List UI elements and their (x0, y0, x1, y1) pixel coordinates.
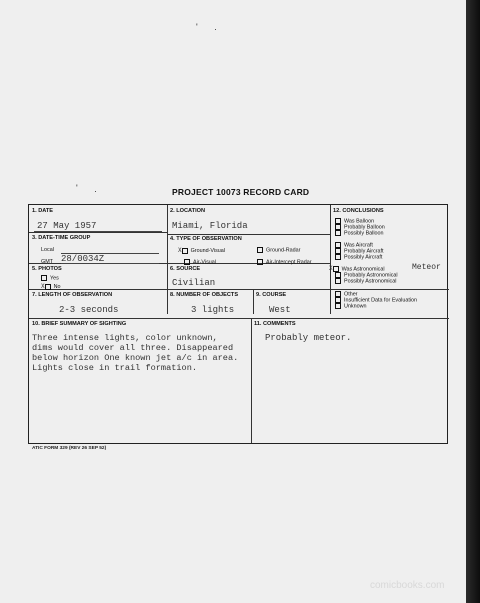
divider (29, 318, 449, 319)
num-objects-value: 3 lights (191, 305, 235, 315)
course-label: 9. COURSE (256, 292, 287, 298)
option-label: Unknown (344, 303, 367, 310)
checkbox-icon (335, 303, 341, 309)
photos-yes (41, 275, 59, 281)
local-label: Local (41, 247, 54, 253)
date-value: 27 May 1957 (37, 221, 97, 231)
conclusion-possibly-balloon (335, 230, 384, 236)
conclusion-unknown (335, 303, 366, 309)
checkbox-icon (257, 247, 263, 253)
option-label: Was Aircraft (344, 242, 373, 249)
gmt-label: GMT (41, 259, 53, 265)
checkbox-icon (257, 259, 263, 265)
option-label: Other (344, 291, 358, 298)
scan-speck: · (214, 24, 217, 34)
location-value: Miami, Florida (172, 221, 248, 231)
option-label: Was Balloon (344, 218, 375, 225)
obs-ground-radar (257, 247, 300, 253)
option-label: Probably Balloon (344, 224, 385, 231)
option-label: Possibly Balloon (344, 230, 384, 237)
source-label: 6. SOURCE (170, 266, 201, 272)
check-mark: X (329, 265, 333, 273)
summary-line-4: Lights close in trail formation. (32, 363, 198, 373)
option-label: Yes (50, 275, 59, 282)
num-objects-label: 8. NUMBER OF OBJECTS (170, 292, 239, 298)
obs-ground-visual (178, 247, 225, 254)
option-label: Ground-Radar (266, 247, 301, 254)
length-label: 7. LENGTH OF OBSERVATION (32, 292, 113, 298)
checkbox-icon (45, 284, 51, 290)
conclusion-possibly-aircraft (335, 254, 382, 260)
record-card (28, 204, 448, 444)
scan-speck: · (94, 186, 97, 196)
checkbox-icon (41, 275, 47, 281)
gmt-line (61, 263, 159, 264)
location-label: 2. LOCATION (170, 208, 206, 214)
divider (167, 205, 168, 314)
option-label: Air-Intercept Radar (266, 259, 312, 266)
summary-line-2: dims would cover all three. Disappeared (32, 343, 234, 353)
option-label: Air-Visual (193, 259, 216, 266)
option-label: Probably Aircraft (344, 248, 384, 255)
gmt-value: 28/0034Z (61, 254, 105, 264)
card-title: PROJECT 10073 RECORD CARD (172, 187, 310, 197)
watermark: comicbooks.com (370, 580, 445, 591)
checkbox-icon (182, 248, 188, 254)
handwritten-meteor: Meteor (412, 263, 441, 272)
option-label: Probably Astronomical (344, 272, 398, 279)
summary-line-3: below horizon One known jet a/c in area. (32, 353, 239, 363)
checkbox-icon (335, 254, 341, 260)
check-mark: X (41, 283, 45, 290)
summary-label: 10. BRIEF SUMMARY OF SIGHTING (32, 321, 127, 327)
check-mark: X (178, 247, 182, 254)
option-label: No (53, 284, 61, 290)
source-value: Civilian (172, 278, 216, 288)
checkbox-icon (184, 259, 190, 265)
summary-line-1: Three intense lights, color unknown, (32, 333, 218, 343)
course-value: West (269, 305, 291, 315)
option-label: Ground-Visual (190, 248, 225, 254)
underline (34, 231, 162, 232)
comments-label: 11. COMMENTS (254, 321, 296, 327)
conclusions-label: 12. CONCLUSIONS (333, 208, 384, 214)
comments-value: Probably meteor. (265, 333, 352, 343)
photos-label: 5. PHOTOS (32, 266, 62, 272)
divider (167, 234, 330, 235)
divider (29, 232, 167, 233)
photos-no (41, 283, 61, 290)
obs-air-intercept-radar (257, 259, 312, 265)
scan-speck: ' (76, 183, 78, 193)
checkbox-icon (335, 230, 341, 236)
divider (253, 289, 254, 314)
divider (251, 318, 252, 443)
divider (29, 289, 449, 290)
dtg-label: 3. DATE-TIME GROUP (32, 235, 91, 241)
type-obs-label: 4. TYPE OF OBSERVATION (170, 236, 242, 242)
form-number: ATIC FORM 329 (REV 26 SEP 52) (32, 446, 107, 451)
divider (330, 205, 331, 314)
conclusion-possibly-astronomical (335, 278, 396, 284)
date-label: 1. DATE (32, 208, 54, 214)
scan-edge (466, 0, 480, 603)
option-label: Possibly Astronomical (344, 278, 397, 285)
checkbox-icon (335, 278, 341, 284)
option-label: Was Astronomical (341, 266, 385, 273)
option-label: Insufficient Data for Evaluation (344, 297, 418, 304)
scan-speck: ' (196, 22, 198, 32)
option-label: Possibly Aircraft (344, 254, 383, 261)
length-value: 2-3 seconds (59, 305, 119, 315)
obs-air-visual (184, 259, 216, 265)
